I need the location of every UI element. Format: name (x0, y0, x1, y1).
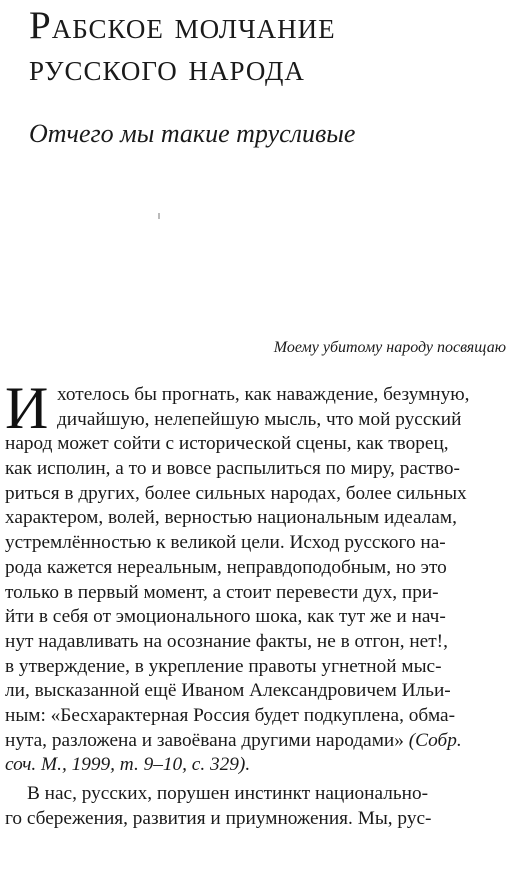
paragraph-2-line-2: го сбережения, развития и приумножения. Мы, рус- (5, 807, 432, 829)
text-line: характером, волей, верностью национальным идеалам, (5, 507, 457, 529)
chapter-subtitle: Отчего мы такие трусливые (29, 119, 356, 148)
text-line: йти в себя от эмоционального шока, как тут же и нач- (5, 606, 446, 628)
text-line: только в первый момент, а стоит перевести дух, при- (5, 581, 439, 603)
text-line: ным: «Бесхарактерная Россия будет подкуплена, обма- (5, 704, 456, 726)
citation-start: (Собр. (408, 729, 462, 751)
drop-cap: И (5, 375, 49, 441)
text-line: хотелось бы прогнать, как наваждение, безумную, (57, 384, 470, 405)
text-line: в утверждение, в укрепление правоты угнетной мыс- (5, 655, 442, 677)
dedication: Моему убитому народу посвящаю (273, 339, 506, 356)
citation-end: соч. М., 1999, т. 9–10, с. 329). (5, 754, 251, 776)
text-line: ли, высказанной ещё Иваном Александровичем Ильи- (5, 680, 451, 702)
text-line: дичайшую, нелепейшую мысль, что мой русский (57, 408, 462, 430)
paragraph-2-line-1: В нас, русских, порушен инстинкт национально- (27, 783, 429, 804)
text-line: риться в других, более сильных народах, более сильных (5, 482, 467, 504)
text-line: рода кажется нереальным, неправдоподобным, но это (5, 556, 447, 578)
body-text (5, 375, 510, 831)
chapter-title-line-2: русского народа (29, 46, 305, 89)
text-line: устремлённостью к великой цели. Исход русского на- (5, 532, 446, 554)
text-line: нута, разложена и завоёвана другими народами» (5, 729, 404, 751)
text-line: нут надавливать на осознание факты, не в отгон, нет!, (5, 630, 448, 652)
chapter-title (29, 5, 336, 89)
print-speck (158, 213, 160, 219)
text-line: народ может сойти с исторической сцены, как творец, (5, 433, 449, 455)
text-line: как исполин, а то и вовсе распылиться по миру, раство- (5, 458, 460, 480)
text-line-with-citation (5, 729, 510, 754)
chapter-title-line-1: Рабское молчание (29, 4, 336, 47)
